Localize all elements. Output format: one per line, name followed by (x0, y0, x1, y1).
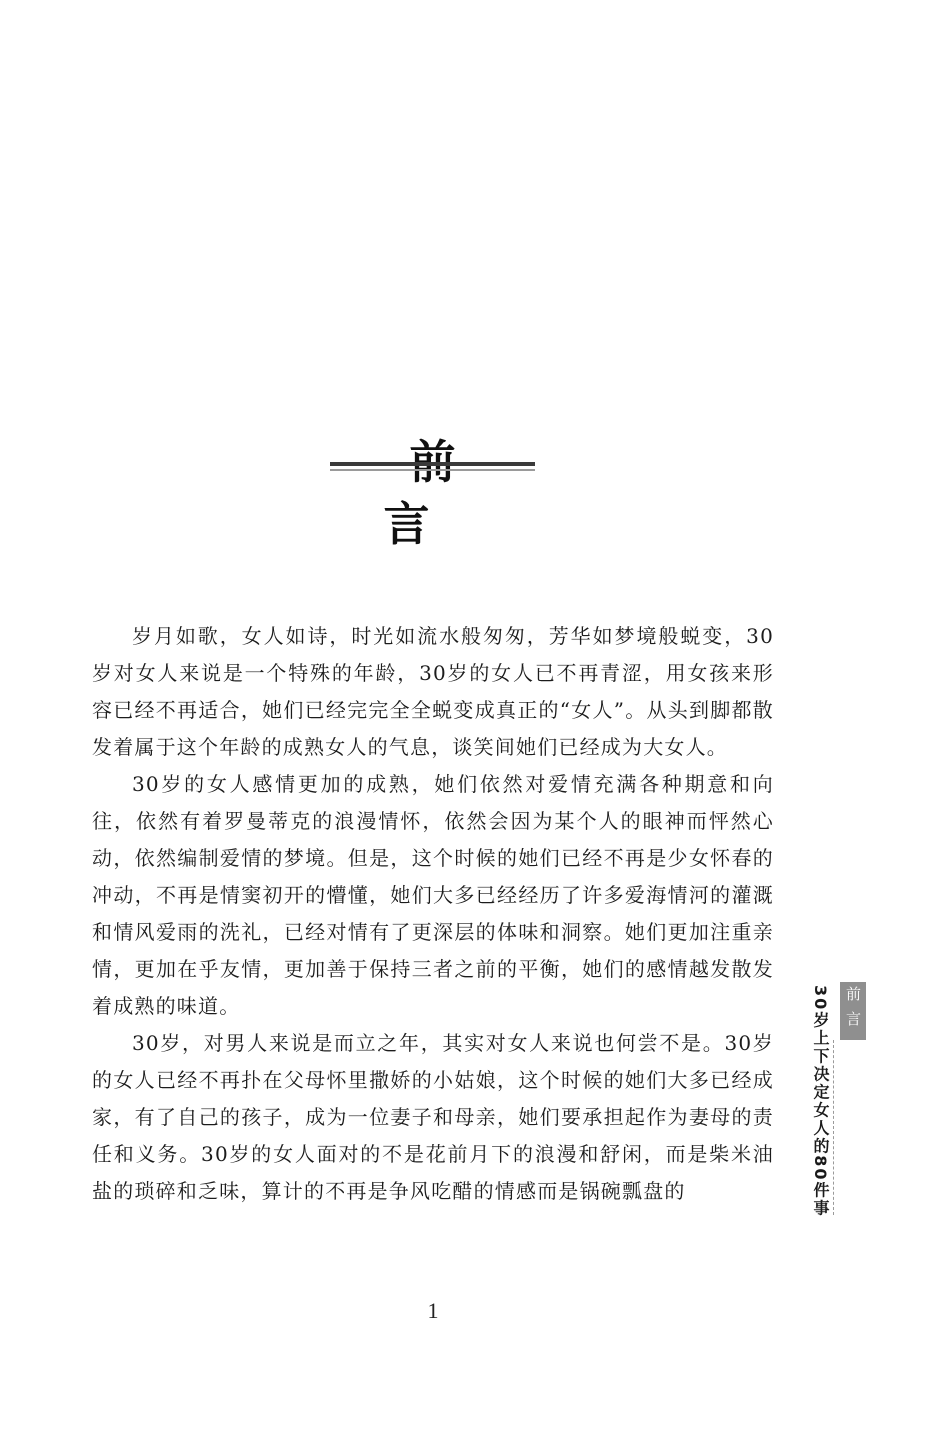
running-book-title: 30岁上下决定女人的80件事 (811, 985, 830, 1218)
page-number: 1 (427, 1298, 439, 1323)
page-title: 言 (383, 496, 482, 551)
paragraph-2: 30岁的女人感情更加的成熟，她们依然对爱情充满各种期意和向往，依然有着罗曼蒂克的浪漫情怀，依然会因为某个人的眼神而怦然心动，依然编制爱情的梦境。但是，这个时候的她们已经不再是少女怀春的冲动，不再是情窦初开的懵懂，她们大多已经经历了许多爱海情河的灌溉和情风爱雨的洗礼，已经对情有了更深层的体味和洞察。她们更加注重亲情，更加在乎友情，更加善于保持三者之前的平衡，她们的感情越发散发着成熟的味道。 (92, 772, 774, 1018)
title-underline (330, 462, 535, 471)
side-dashed-rule (833, 1040, 834, 1215)
body-text (92, 618, 774, 1210)
paragraph-3: 30岁，对男人来说是而立之年，其实对女人来说也何尝不是。30岁的女人已经不再扑在父母怀里撒娇的小姑娘，这个时候的她们大多已经成家，有了自己的孩子，成为一位妻子和母亲，她们要承担起作为妻母的责任和义务。30岁的女人面对的不是花前月下的浪漫和舒闲，而是柴米油盐的琐碎和乏味，算计的不再是争风吃醋的情感而是锅碗瓢盘的 (92, 1031, 774, 1203)
side-chapter-tab-label: 前言 (844, 986, 862, 1036)
side-chapter-tab (840, 982, 866, 1040)
paragraph-1: 岁月如歌，女人如诗，时光如流水般匆匆，芳华如梦境般蜕变，30岁对女人来说是一个特殊的年龄，30岁的女人已不再青涩，用女孩来形容已经不再适合，她们已经完完全全蜕变成真正的“女人”。从头到脚都散发着属于这个年龄的成熟女人的气息，谈笑间她们已经成为大女人。 (92, 624, 774, 759)
title-underline-thick (330, 462, 535, 466)
title-underline-thin (330, 469, 535, 471)
